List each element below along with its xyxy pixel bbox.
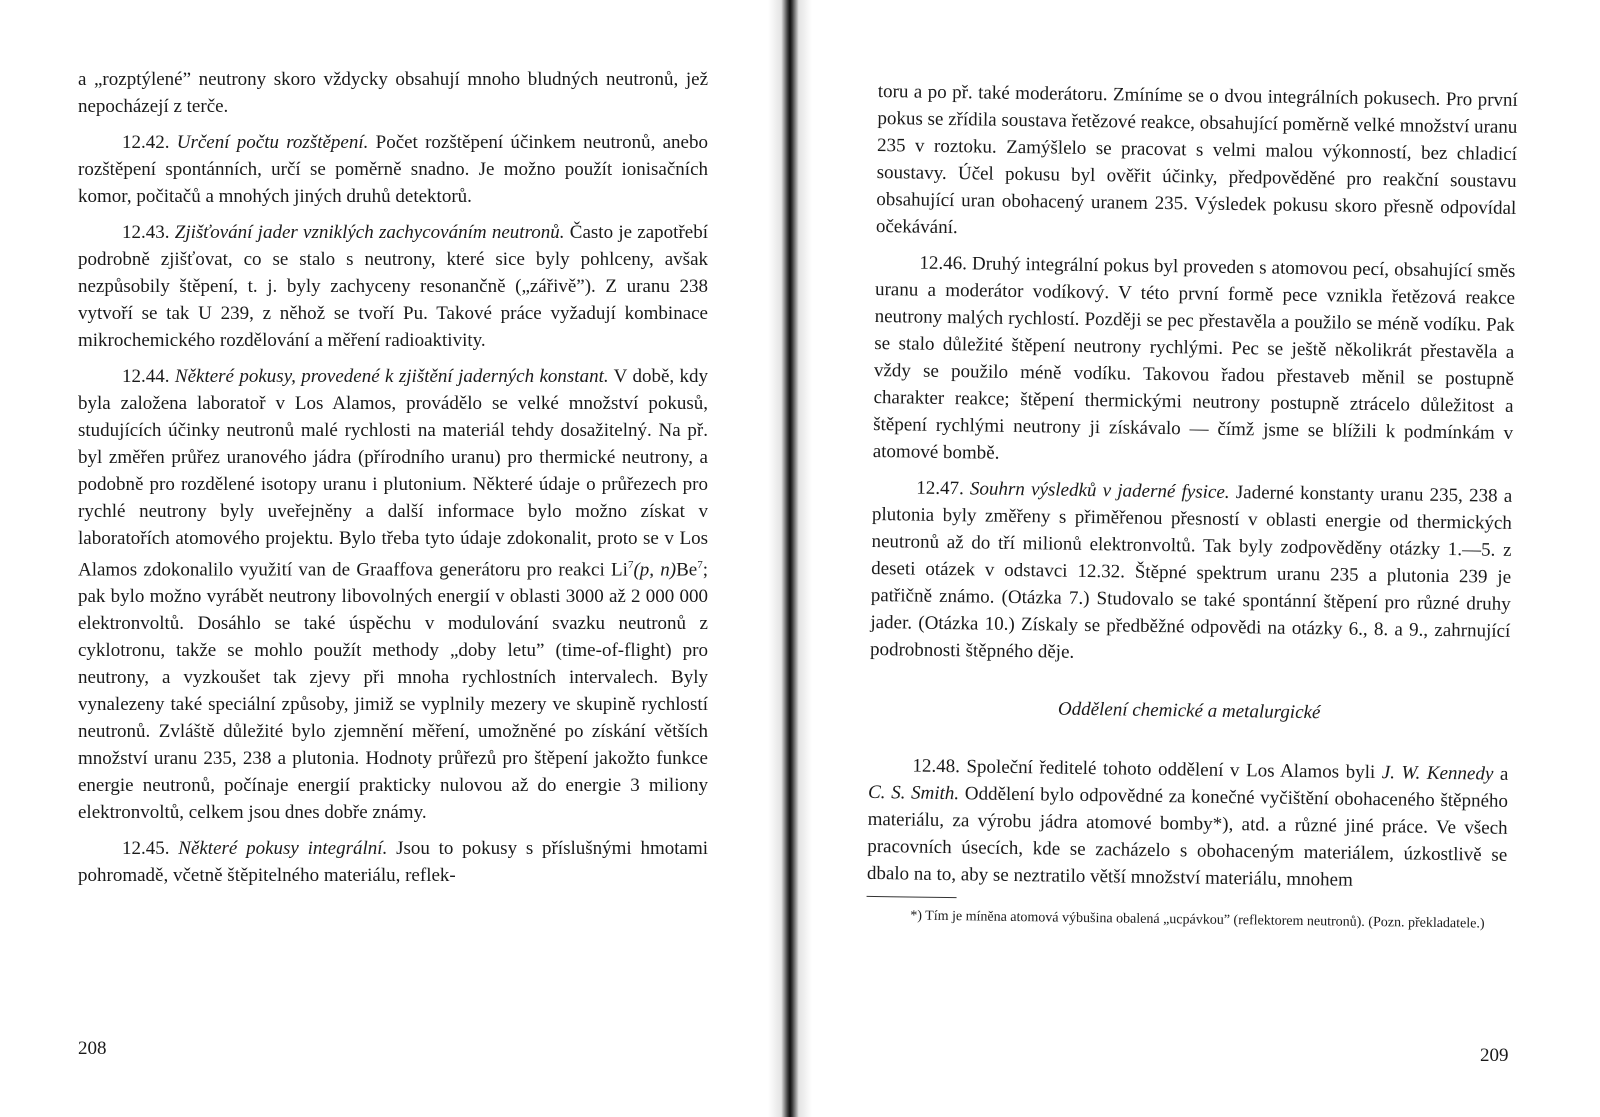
section-number: 12.45. [122, 838, 170, 860]
paragraph-12-46 [873, 249, 1516, 474]
paragraph-text: V době, kdy byla založena laboratoř v Los Alamos, provádělo se velké množství pokusů, studujících účinky neutronů malé rychlosti na materiál tehdy dosažitelný. Na př. byl změřen průřez uranového jádra (přírodního uranu) pro thermické neutrony, a podobně pro rozdělené isotopy uranu i plutonium. Některé údaje o průřezech pro rychlé neutrony byly uveřejněny a další informace bylo možno získat v laboratořích atomového projektu. Bylo třeba tyto údaje zdokonalit, proto se v Los Alamos zdokonalilo využití van de Graaffova generátoru pro reakci Li [78, 366, 709, 581]
paragraph-12-43 [78, 219, 708, 354]
person-name: J. W. Kennedy [1381, 762, 1494, 785]
superscript: 7 [627, 559, 634, 571]
paragraph [78, 66, 708, 120]
paragraph-text: toru a po př. také moderátoru. Zmíníme se o dvou integrálních pokusech. Pro první pokus se zřídila soustava řetězové reakce, obsahující poměrně velké množství uranu 235 v roztoku. Zamýšlelo se pracovat s velmi malou výkonností, bez chladicí soustavy. Účel pokusu byl ověřit účinky, předpověděné pro reakční soustavu obsahující uran obohacený uranem 235. Výsledek pokusu skoro přesně odpovídal očekávání. [875, 80, 1518, 239]
superscript: 7 [697, 559, 703, 571]
section-number: 12.43. [122, 222, 170, 243]
paragraph-text: ; pak bylo možno vyrábět neutrony libovolných energií v oblasti 3000 až 2 000 000 elektronvoltů. Dosáhlo se také úspěchu v modulování svazku neutronů z cyklotronu, takže se mohlo použít methody „doby letu” (time-of-flight) pro neutrony, a vyzkoušet tak zjevy při mnoha rychlostních intervalech. Byly vynalezeny také speciální způsoby, jimiž se vyplnily mezery ve skupině rychlostí neutronů. Zvláště důležité bylo zjemnění měření, umožněné po získání větších množství uranu 235, 238 a plutonia. Hodnoty průřezů pro štěpení jakožto funkce energie neutronů, počínaje energií prakticky nulovou až do energie 3 miliony elektronvoltů, celkem jsou dnes dobře známy. [78, 559, 709, 824]
section-number: 12.47. [916, 477, 964, 500]
paragraph-text: Oddělení bylo odpovědné za konečné vyčištění obohaceného štěpného materiálu, za výrobu jádra atomové bomby*), atd. a různé jiné práce. Ve všech pracovních úsecích, kde se zacházelo s obohaceným materiálem, úzkostlivě se dbalo na to, aby se neztratilo větší množství materiálu, mnohem [866, 783, 1509, 891]
paragraph-12-44 [78, 363, 708, 826]
page-number: 208 [78, 1038, 107, 1059]
paragraph-text: a [1499, 763, 1509, 785]
section-title: Souhrn výsledků v jaderné fysice. [969, 478, 1230, 503]
person-name: C. S. Smith. [867, 781, 960, 805]
section-number: 12.44. [122, 366, 170, 387]
paragraph-12-45 [78, 835, 708, 889]
paragraph [876, 78, 1518, 249]
section-title: Některé pokusy, provedené k zjištění jaderných konstant. [174, 366, 609, 387]
left-page [0, 0, 790, 1117]
right-page-text [866, 78, 1518, 944]
section-number: 12.42. [122, 132, 170, 153]
paragraph-text: Počet rozštěpení účinkem neutronů, anebo rozštěpení spontánních, určí se poměrně snadno. Je možno použít ionisačních komor, počitačů a mnohých jiných druhů detektorů. [78, 132, 708, 207]
paragraph-text: 12.48. Společní ředitelé tohoto oddělení v Los Alamos byli [912, 755, 1376, 784]
paragraph-12-47 [870, 474, 1513, 672]
footnote-divider [867, 896, 957, 898]
left-page-text [78, 66, 708, 898]
page-number: 209 [1480, 1045, 1509, 1066]
paragraph-12-48 [867, 752, 1509, 896]
section-title: Určení počtu rozštěpení. [176, 132, 369, 153]
formula: (p, n) [633, 559, 677, 581]
paragraph-text: a „rozptýlené” neutrony skoro vždycky obsahují mnoho bludných neutronů, jež nepocházejí z terče. [78, 69, 708, 117]
paragraph-text: Jsou to pokusy s příslušnými hmotami pohromadě, včetně štěpitelného materiálu, reflek- [78, 838, 709, 887]
paragraph-text: Často je zapotřebí podrobně zjišťovat, co se stalo s neutrony, které sice byly pohlceny, avšak nezpůsobily štěpení, t. j. byly zachyceny resonančně („zářivě”). Z uranu 238 vytvoří se tak U 239, z něhož se tvoří Pu. Takové práce vyžadují kombinace mikrochemického rozdělování a měření radioaktivity. [78, 222, 708, 351]
paragraph-12-42 [78, 129, 708, 210]
section-title: Některé pokusy integrální. [178, 838, 388, 860]
footnote: *) Tím je míněna atomová výbušina obalená „ucpávkou” (reflektorem neutronů). (Pozn. překladatele.) [910, 908, 1485, 932]
formula-element: Be [676, 559, 698, 581]
section-heading: Oddělení chemické a metalurgické [1057, 698, 1321, 724]
paragraph-text: Jaderné konstanty uranu 235, 238 a plutonia byly změřeny s přiměřenou přesností v oblasti energie od thermických neutronů až do tří milionů elektronvoltů. Tak byly zodpověděny otázky 1.—5. z deseti otázek v odstavci 12.32. Štěpné spektrum uranu 235 a plutonia 239 je patřičně známo. (Otázka 7.) Studovalo se také spontánní štěpení pro různé druhy jader. (Otázka 10.) Získaly se předběžné odpovědi na otázky 6., 8. a 9., zahrnující podrobnosti štěpného děje. [869, 482, 1513, 663]
paragraph-text: 12.46. Druhý integrální pokus byl proveden s atomovou pecí, obsahující směs uranu a moderátor vodíkový. V této první formě pece vznikla řetězová reakce neutrony malých rychlostí. Později se pec přestavěla a použilo se méně vodíku. Pak se stalo důležité štěpení neutrony rychlými. Pec se ještě několikrát přestavěla a vždy se použilo méně vodíku. Takovou řadou přestaveb měnil se postupně charakter reakce; štěpení thermickými neutrony postupně ztrácelo důležitost a štěpení rychlými neutrony ji získávalo — čímž jsme se blížili k podmínkám v atomové bombě. [872, 252, 1516, 464]
right-page [790, 0, 1600, 1117]
section-title: Zjišťování jader vzniklých zachycováním neutronů. [174, 222, 565, 243]
